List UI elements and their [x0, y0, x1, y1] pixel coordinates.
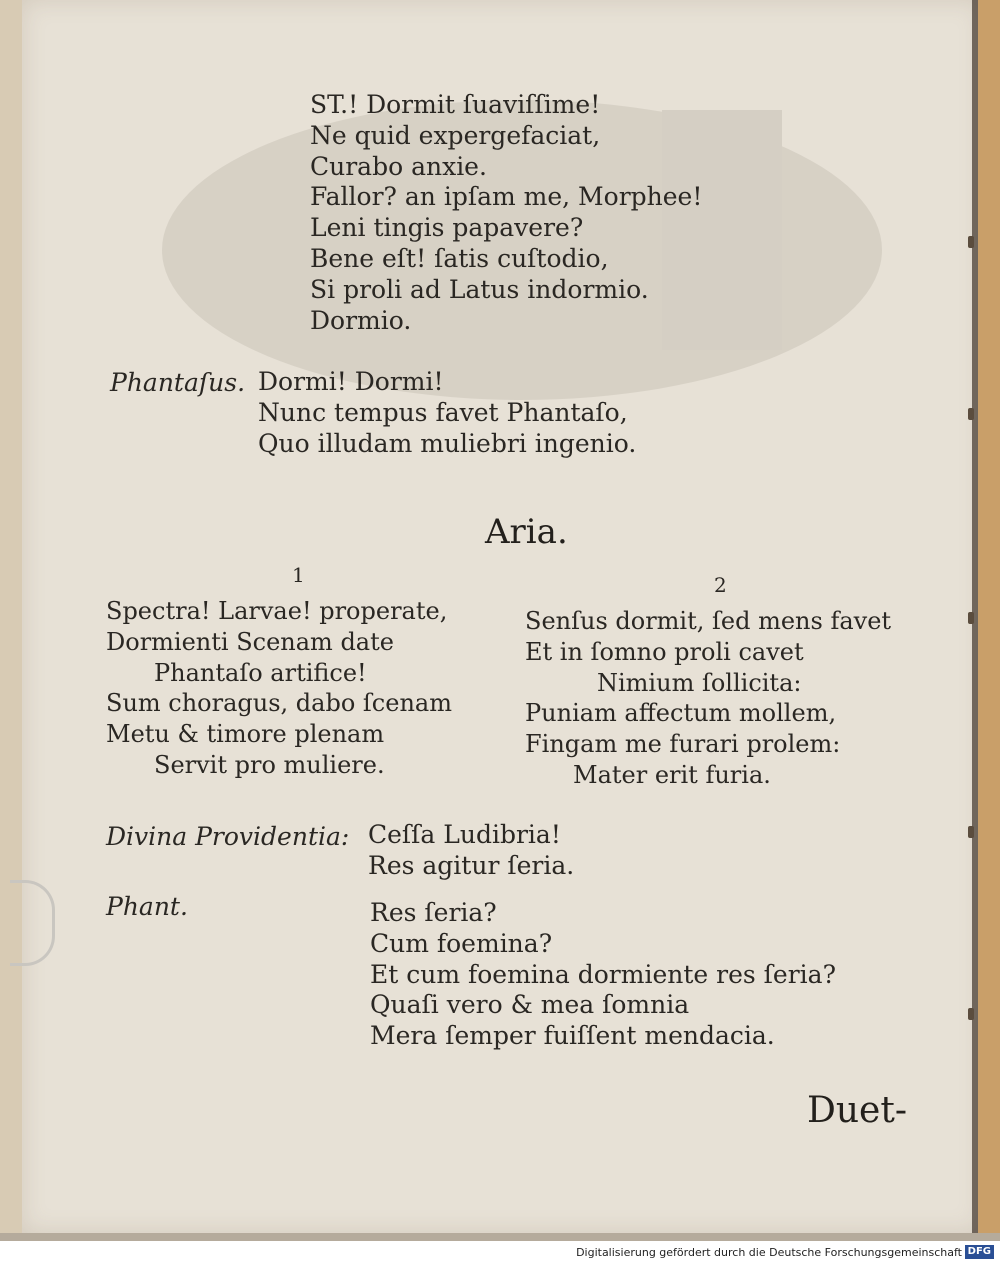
- page-bottom-edge: [0, 1233, 1000, 1241]
- verse-line: Et cum foemina dormiente res ſeria?: [370, 959, 836, 989]
- speaker-phant: Phant.: [106, 892, 188, 921]
- verse-line: Ceſſa Ludibria!: [368, 820, 561, 849]
- verse-line: Dormio.: [310, 305, 412, 335]
- aria-stanza-1: [106, 596, 452, 781]
- binding-thread: [968, 612, 974, 624]
- verse-line: Spectra! Larvae! properate,: [106, 597, 448, 625]
- verse-line: Bene eſt! ſatis cuſtodio,: [310, 243, 609, 273]
- verse-line: Mater erit furia.: [573, 760, 771, 789]
- passage-one: [310, 90, 702, 336]
- verse-line: Res agitur ſeria.: [368, 850, 575, 880]
- verse-line: Dormienti Scenam date: [106, 627, 394, 656]
- binding-thread: [968, 408, 974, 420]
- verse-line: Nunc tempus favet Phantaſo,: [258, 397, 628, 427]
- phant-lines: [370, 898, 836, 1052]
- catchword: Duet-: [807, 1090, 907, 1131]
- stanza-number: 1: [292, 563, 305, 587]
- speaker-phantasus: Phantaſus.: [110, 368, 246, 397]
- verse-line: Et in ſomno proli cavet: [525, 637, 804, 666]
- verse-line: Metu & timore plenam: [106, 720, 385, 749]
- verse-line: Ne quid expergefaciat,: [310, 120, 601, 150]
- book-page: [22, 0, 982, 1233]
- binding-thread: [968, 236, 974, 248]
- speaker-divina-providentia: Divina Providentia:: [106, 822, 350, 851]
- verse-line: Leni tingis papavere?: [310, 213, 584, 243]
- verse-line: Si proli ad Latus indormio.: [310, 274, 649, 304]
- verse-line: Phantaſo artifice!: [154, 658, 367, 687]
- right-page-edge: [978, 0, 1000, 1240]
- binding-thread: [968, 826, 974, 838]
- verse-line: Fingam me furari prolem:: [525, 730, 841, 759]
- verse-line: Quaſi vero & mea ſomnia: [370, 990, 690, 1020]
- binding-thread: [968, 1008, 974, 1020]
- verse-line: Quo illudam muliebri ingenio.: [258, 428, 637, 458]
- verse-line: Mera ſemper fuiſſent mendacia.: [370, 1021, 775, 1051]
- page-clip: [10, 880, 55, 966]
- dfg-logo[interactable]: DFG: [965, 1245, 994, 1259]
- verse-line: Res ſeria?: [370, 898, 497, 927]
- footer-bar: [0, 1241, 1000, 1263]
- left-page-edge: [0, 0, 22, 1240]
- verse-line: Sum choragus, dabo ſcenam: [106, 689, 452, 718]
- stanza-number: 2: [714, 573, 727, 597]
- verse-line: Dormi! Dormi!: [258, 367, 444, 396]
- verse-line: Senſus dormit, ſed mens favet: [525, 607, 892, 635]
- providentia-lines: [368, 820, 574, 882]
- phantasus-lines: [258, 367, 636, 459]
- verse-line: Puniam affectum mollem,: [525, 699, 837, 728]
- verse-line: Servit pro muliere.: [154, 750, 385, 779]
- verse-line: Cum foemina?: [370, 928, 553, 958]
- aria-heading: Aria.: [485, 512, 568, 552]
- verse-line: ST.! Dormit ſuaviſſime!: [310, 90, 601, 119]
- verse-line: Fallor? an ipſam me, Morphee!: [310, 182, 703, 212]
- funding-notice: Digitalisierung gefördert durch die Deutsche Forschungsgemeinschaft: [576, 1246, 962, 1259]
- verse-line: Nimium ſollicita:: [597, 668, 802, 697]
- verse-line: Curabo anxie.: [310, 151, 487, 181]
- aria-stanza-2: [525, 606, 891, 791]
